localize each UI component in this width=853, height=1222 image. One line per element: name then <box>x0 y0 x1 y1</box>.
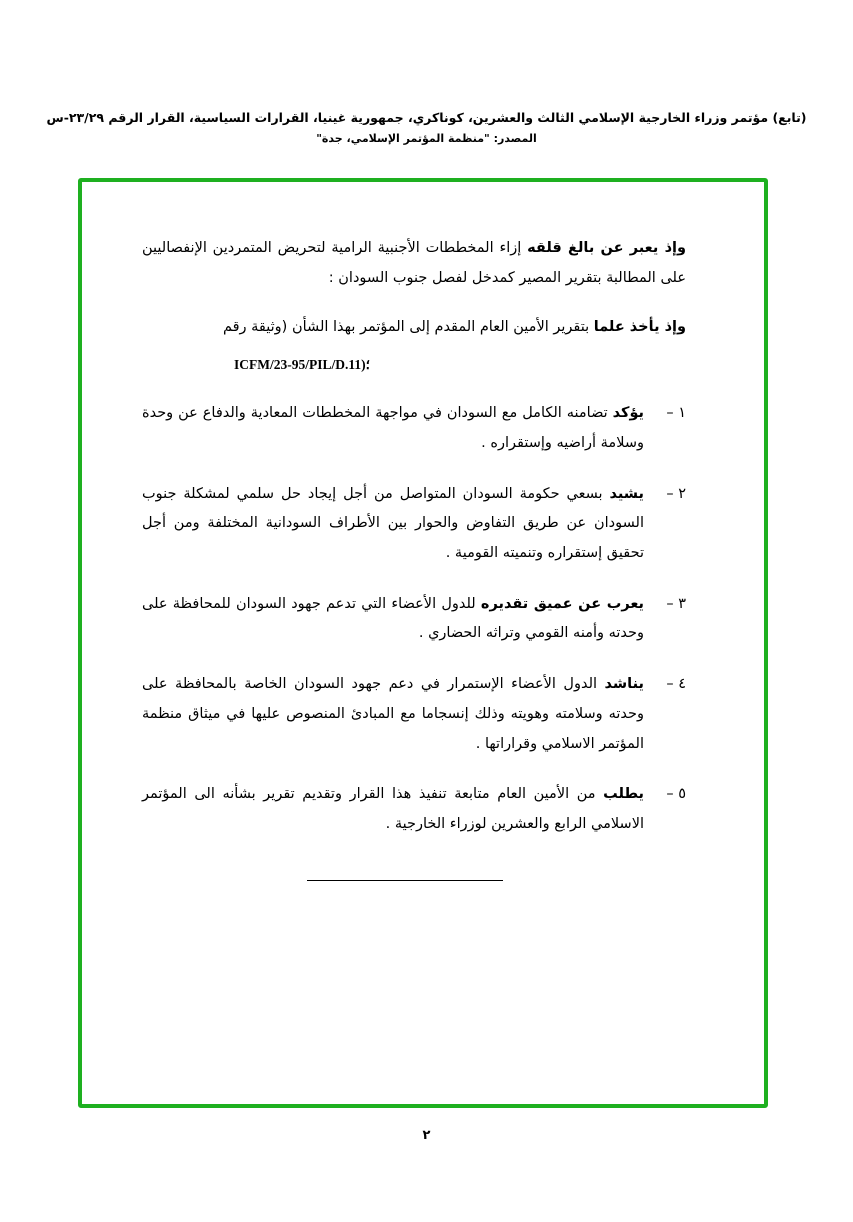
clause-item <box>142 590 686 649</box>
clause-2-lead: يشيد <box>609 485 644 502</box>
clause-1-lead: يؤكد <box>612 405 644 422</box>
header-source-line: المصدر: "منظمة المؤتمر الإسلامي، جدة" <box>316 132 537 145</box>
clause-4-number: ٤ – <box>666 676 686 693</box>
clause-4-lead: يناشد <box>604 676 644 693</box>
clause-1-text: تضامنه الكامل مع السودان في مواجهة المخططات المعادية والدفاع عن وحدة وسلامة أراضيه وإستقراره . <box>142 405 644 451</box>
clause-5-number: ٥ – <box>666 786 686 803</box>
page-number: ٢ <box>422 1128 431 1143</box>
clause-3-lead: يعرب عن عميق تقديره <box>480 595 644 612</box>
clause-item <box>142 670 686 759</box>
preamble-1-text: إزاء المخططات الأجنبية الرامية لتحريض المتمردين الإنفصاليين على المطالبة بتقرير المصير كمدخل لفصل جنوب السودان : <box>142 240 686 286</box>
content-body <box>82 182 764 1104</box>
preamble-2-text: بتقرير الأمين العام المقدم إلى المؤتمر بهذا الشأن (وثيقة رقم <box>222 319 594 336</box>
clause-item <box>142 480 686 569</box>
preamble-paragraph-2 <box>142 313 686 343</box>
clause-1-number: ١ – <box>666 405 686 422</box>
clause-item <box>142 399 686 458</box>
end-of-text-rule-wrapper <box>142 866 686 885</box>
clause-3-number: ٣ – <box>666 595 686 612</box>
preamble-1-lead: وإذ يعبر عن بالغ قلقه <box>527 240 686 256</box>
preamble-2-lead: وإذ يأخذ علما <box>593 319 686 336</box>
clause-4-text: الدول الأعضاء الإستمرار في دعم جهود السودان الخاصة بالمحافظة على وحدته وسلامته وهويته وذلك إنسجاما مع المبادئ المنصوص عليها في ميثاق منظمة المؤتمر الاسلامي وقراراتها . <box>142 676 644 752</box>
reference-code: ICFM/23-95/PIL/D.11)؛ <box>234 357 370 373</box>
clause-2-text: بسعي حكومة السودان المتواصل من أجل إيجاد حل سلمي لمشكلة جنوب السودان عن طريق التفاوض والحوار بين الأطراف السودانية المختلفة ومن أجل تحقيق إستقراره وتنميته القومية . <box>142 485 644 562</box>
clause-2-number: ٢ – <box>666 485 686 502</box>
clause-3-body <box>142 590 644 649</box>
clause-4-body <box>142 670 644 759</box>
clause-3-text: للدول الأعضاء التي تدعم جهود السودان للمحافظة على وحدته وأمنه القومي وتراثه الحضاري . <box>142 595 644 642</box>
clause-5-lead: يطلب <box>603 786 644 803</box>
content-frame <box>78 178 768 1108</box>
end-of-text-rule <box>307 880 503 881</box>
document-header <box>0 108 853 148</box>
preamble-paragraph-1 <box>142 234 686 293</box>
clause-5-text: من الأمين العام متابعة تنفيذ هذا القرار وتقديم تقرير بشأنه الى المؤتمر الاسلامي الرابع والعشرين لوزراء الخارجية . <box>142 786 644 833</box>
clause-5-body <box>142 780 644 839</box>
header-title-line: (تابع) مؤتمر وزراء الخارجية الإسلامي الثالث والعشرين، كوناكري، جمهورية غينيا، القرارات السياسية، القرار الرقم ٢٣/٢٩-س <box>46 110 807 125</box>
clause-item <box>142 780 686 839</box>
clause-1-body <box>142 399 644 458</box>
clause-2-body <box>142 480 644 569</box>
